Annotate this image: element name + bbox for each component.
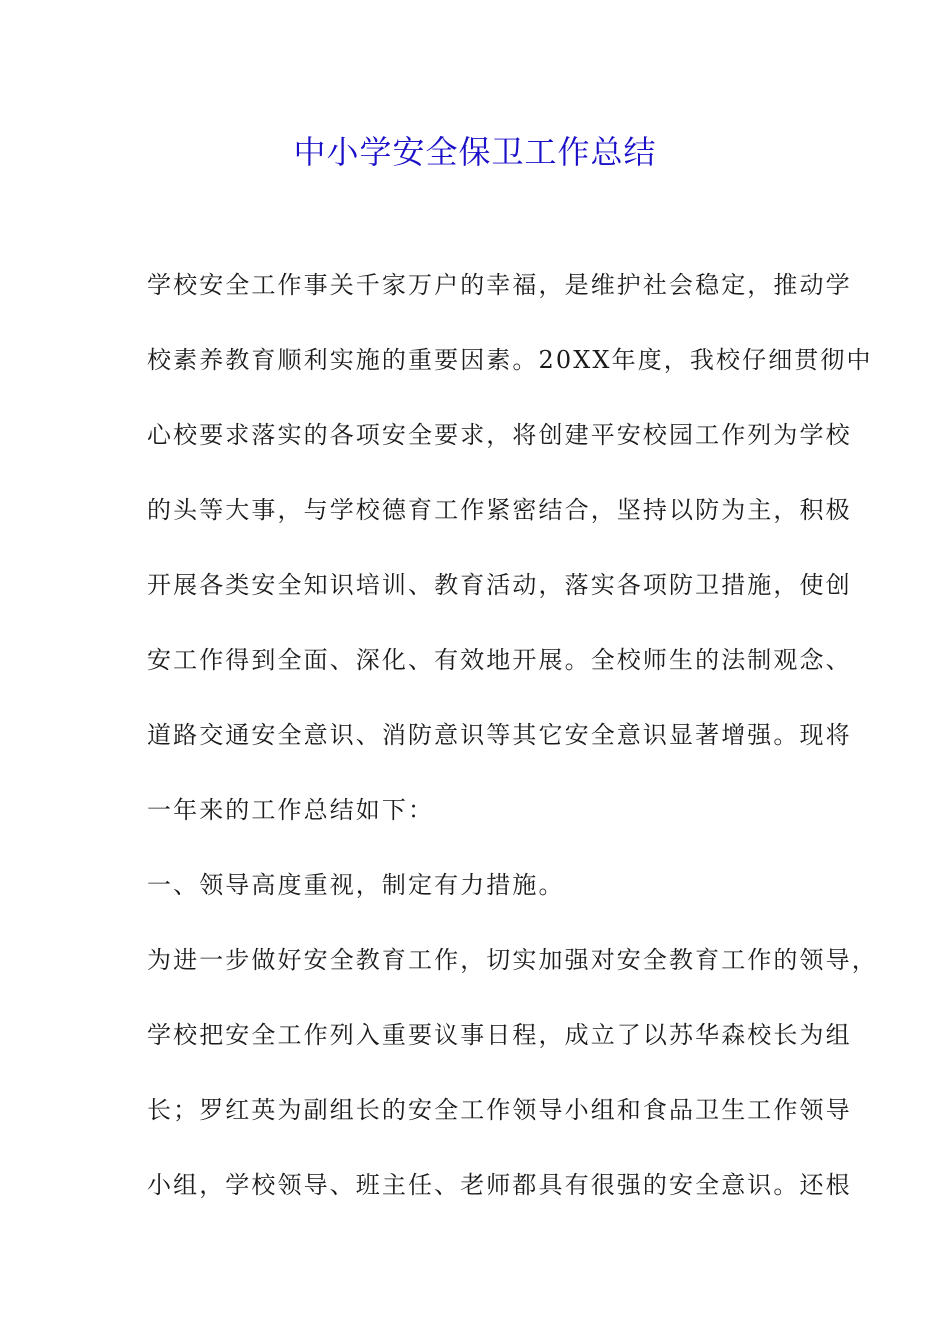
body-line: 校素养教育顺利实施的重要因素。20XX年度，我校仔细贯彻中: [147, 346, 873, 374]
body-line: 为进一步做好安全教育工作，切实加强对安全教育工作的领导，: [147, 946, 878, 974]
document-title: 中小学安全保卫工作总结: [293, 133, 657, 171]
body-line: 心校要求落实的各项安全要求，将创建平安校园工作列为学校: [147, 421, 852, 449]
body-line: 道路交通安全意识、消防意识等其它安全意识显著增强。现将: [147, 721, 852, 749]
body-line: 的头等大事，与学校德育工作紧密结合，坚持以防为主，积极: [147, 496, 852, 524]
body-line: 长；罗红英为副组长的安全工作领导小组和食品卫生工作领导: [147, 1096, 852, 1124]
document-body: [147, 258, 878, 1233]
body-line: 开展各类安全知识培训、教育活动，落实各项防卫措施，使创: [147, 571, 852, 599]
body-line: 一年来的工作总结如下：: [147, 796, 435, 824]
section-heading: 一、领导高度重视，制定有力措施。: [147, 871, 565, 899]
body-line: 学校安全工作事关千家万户的幸福，是维护社会稳定，推动学: [147, 271, 852, 299]
body-line: 小组，学校领导、班主任、老师都具有很强的安全意识。还根: [147, 1171, 852, 1199]
body-line: 安工作得到全面、深化、有效地开展。全校师生的法制观念、: [147, 646, 852, 674]
body-line: 学校把安全工作列入重要议事日程，成立了以苏华森校长为组: [147, 1021, 852, 1049]
